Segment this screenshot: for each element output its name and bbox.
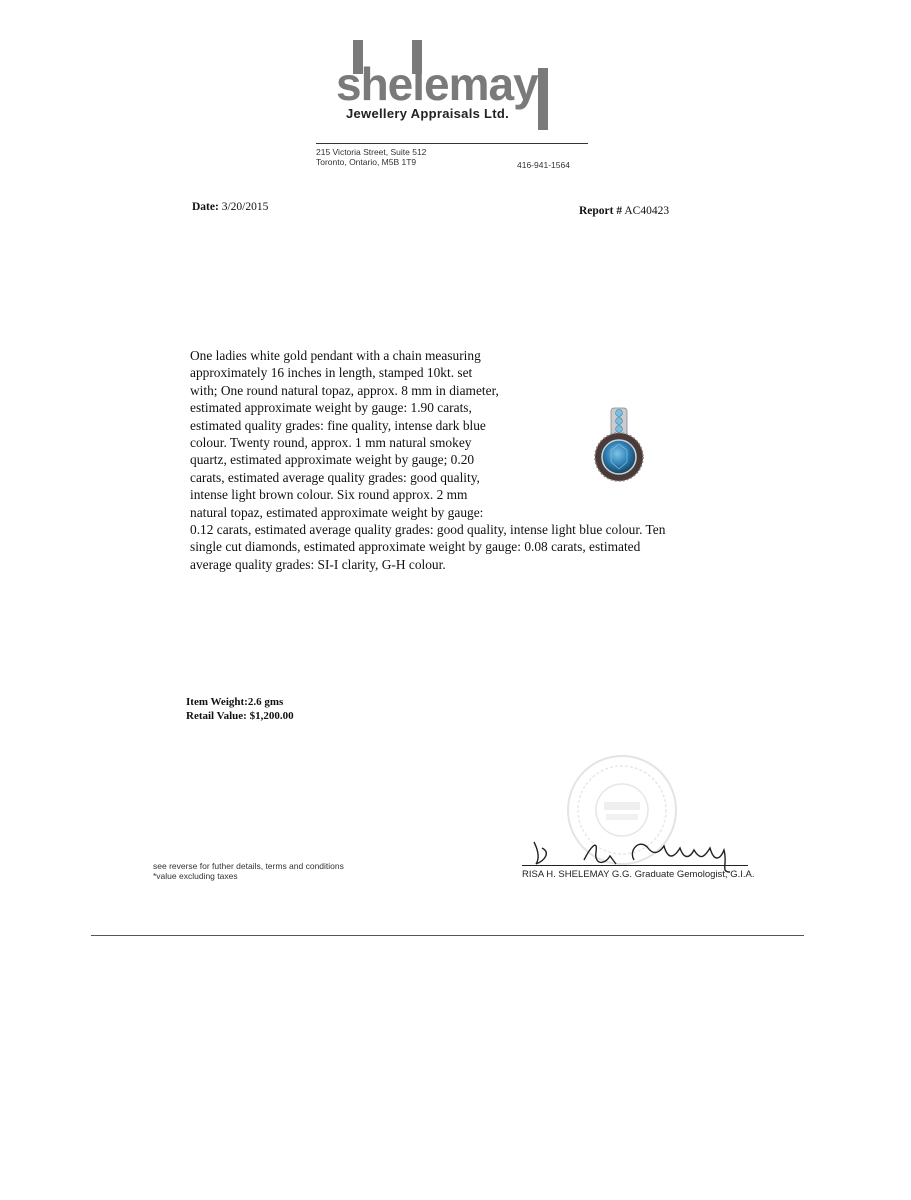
terms-footnote: see reverse for futher details, terms and conditions bbox=[153, 861, 344, 871]
retail-value-amount: : $1,200.00 bbox=[243, 710, 294, 722]
signature-line bbox=[522, 865, 748, 866]
tax-footnote: *value excluding taxes bbox=[153, 871, 238, 881]
description-line: approximately 16 inches in length, stamped 10kt. set bbox=[190, 365, 473, 381]
description-line: carats, estimated average quality grades: good quality, bbox=[190, 469, 480, 485]
retail-value bbox=[186, 710, 294, 722]
retail-value-label: Retail Value bbox=[186, 710, 244, 722]
description-line: average quality grades: SI-I clarity, G-H colour. bbox=[190, 556, 446, 572]
item-weight-value: :2.6 gms bbox=[244, 696, 284, 708]
description-line: quartz, estimated approximate weight by gauge; 0.20 bbox=[190, 452, 475, 468]
description-line: 0.12 carats, estimated average quality grades: good quality, intense light blue colour. Ten bbox=[190, 522, 666, 538]
description-line: intense light brown colour. Six round approx. 2 mm bbox=[190, 487, 468, 503]
header-divider bbox=[316, 143, 588, 144]
company-subtitle: Jewellery Appraisals Ltd. bbox=[346, 106, 510, 121]
date-value: 3/20/2015 bbox=[221, 201, 269, 213]
phone-number: 416-941-1564 bbox=[517, 160, 570, 170]
report-number-field bbox=[579, 205, 669, 217]
description-line: with; One round natural topaz, approx. 8 mm in diameter, bbox=[190, 382, 499, 398]
date-label: Date: bbox=[192, 201, 219, 213]
description-line: single cut diamonds, estimated approximate weight by gauge: 0.08 carats, estimated bbox=[190, 539, 641, 555]
address-line-2: Toronto, Ontario, M5B 1T9 bbox=[316, 157, 417, 167]
description-line: estimated approximate weight by gauge: 1.90 carats, bbox=[190, 400, 472, 416]
description-line: estimated quality grades: fine quality, intense dark blue bbox=[190, 417, 486, 433]
description-line: One ladies white gold pendant with a chain measuring bbox=[190, 348, 481, 363]
description-line: colour. Twenty round, approx. 1 mm natural smokey bbox=[190, 435, 472, 451]
date-field bbox=[192, 201, 268, 213]
signer-name: RISA H. SHELEMAY G.G. Graduate Gemologist, G.I.A. bbox=[522, 869, 755, 880]
report-label: Report # bbox=[579, 205, 623, 217]
description-line: natural topaz, estimated approximate weight by gauge: bbox=[190, 504, 484, 520]
pendant-image bbox=[585, 400, 655, 500]
bottom-divider bbox=[91, 935, 804, 936]
address-line-1: 215 Victoria Street, Suite 512 bbox=[316, 147, 427, 157]
logo-wordmark: shelemay bbox=[336, 58, 538, 110]
item-weight-label: Item Weight bbox=[186, 696, 245, 708]
item-weight bbox=[186, 696, 283, 708]
report-value: AC40423 bbox=[624, 205, 670, 217]
